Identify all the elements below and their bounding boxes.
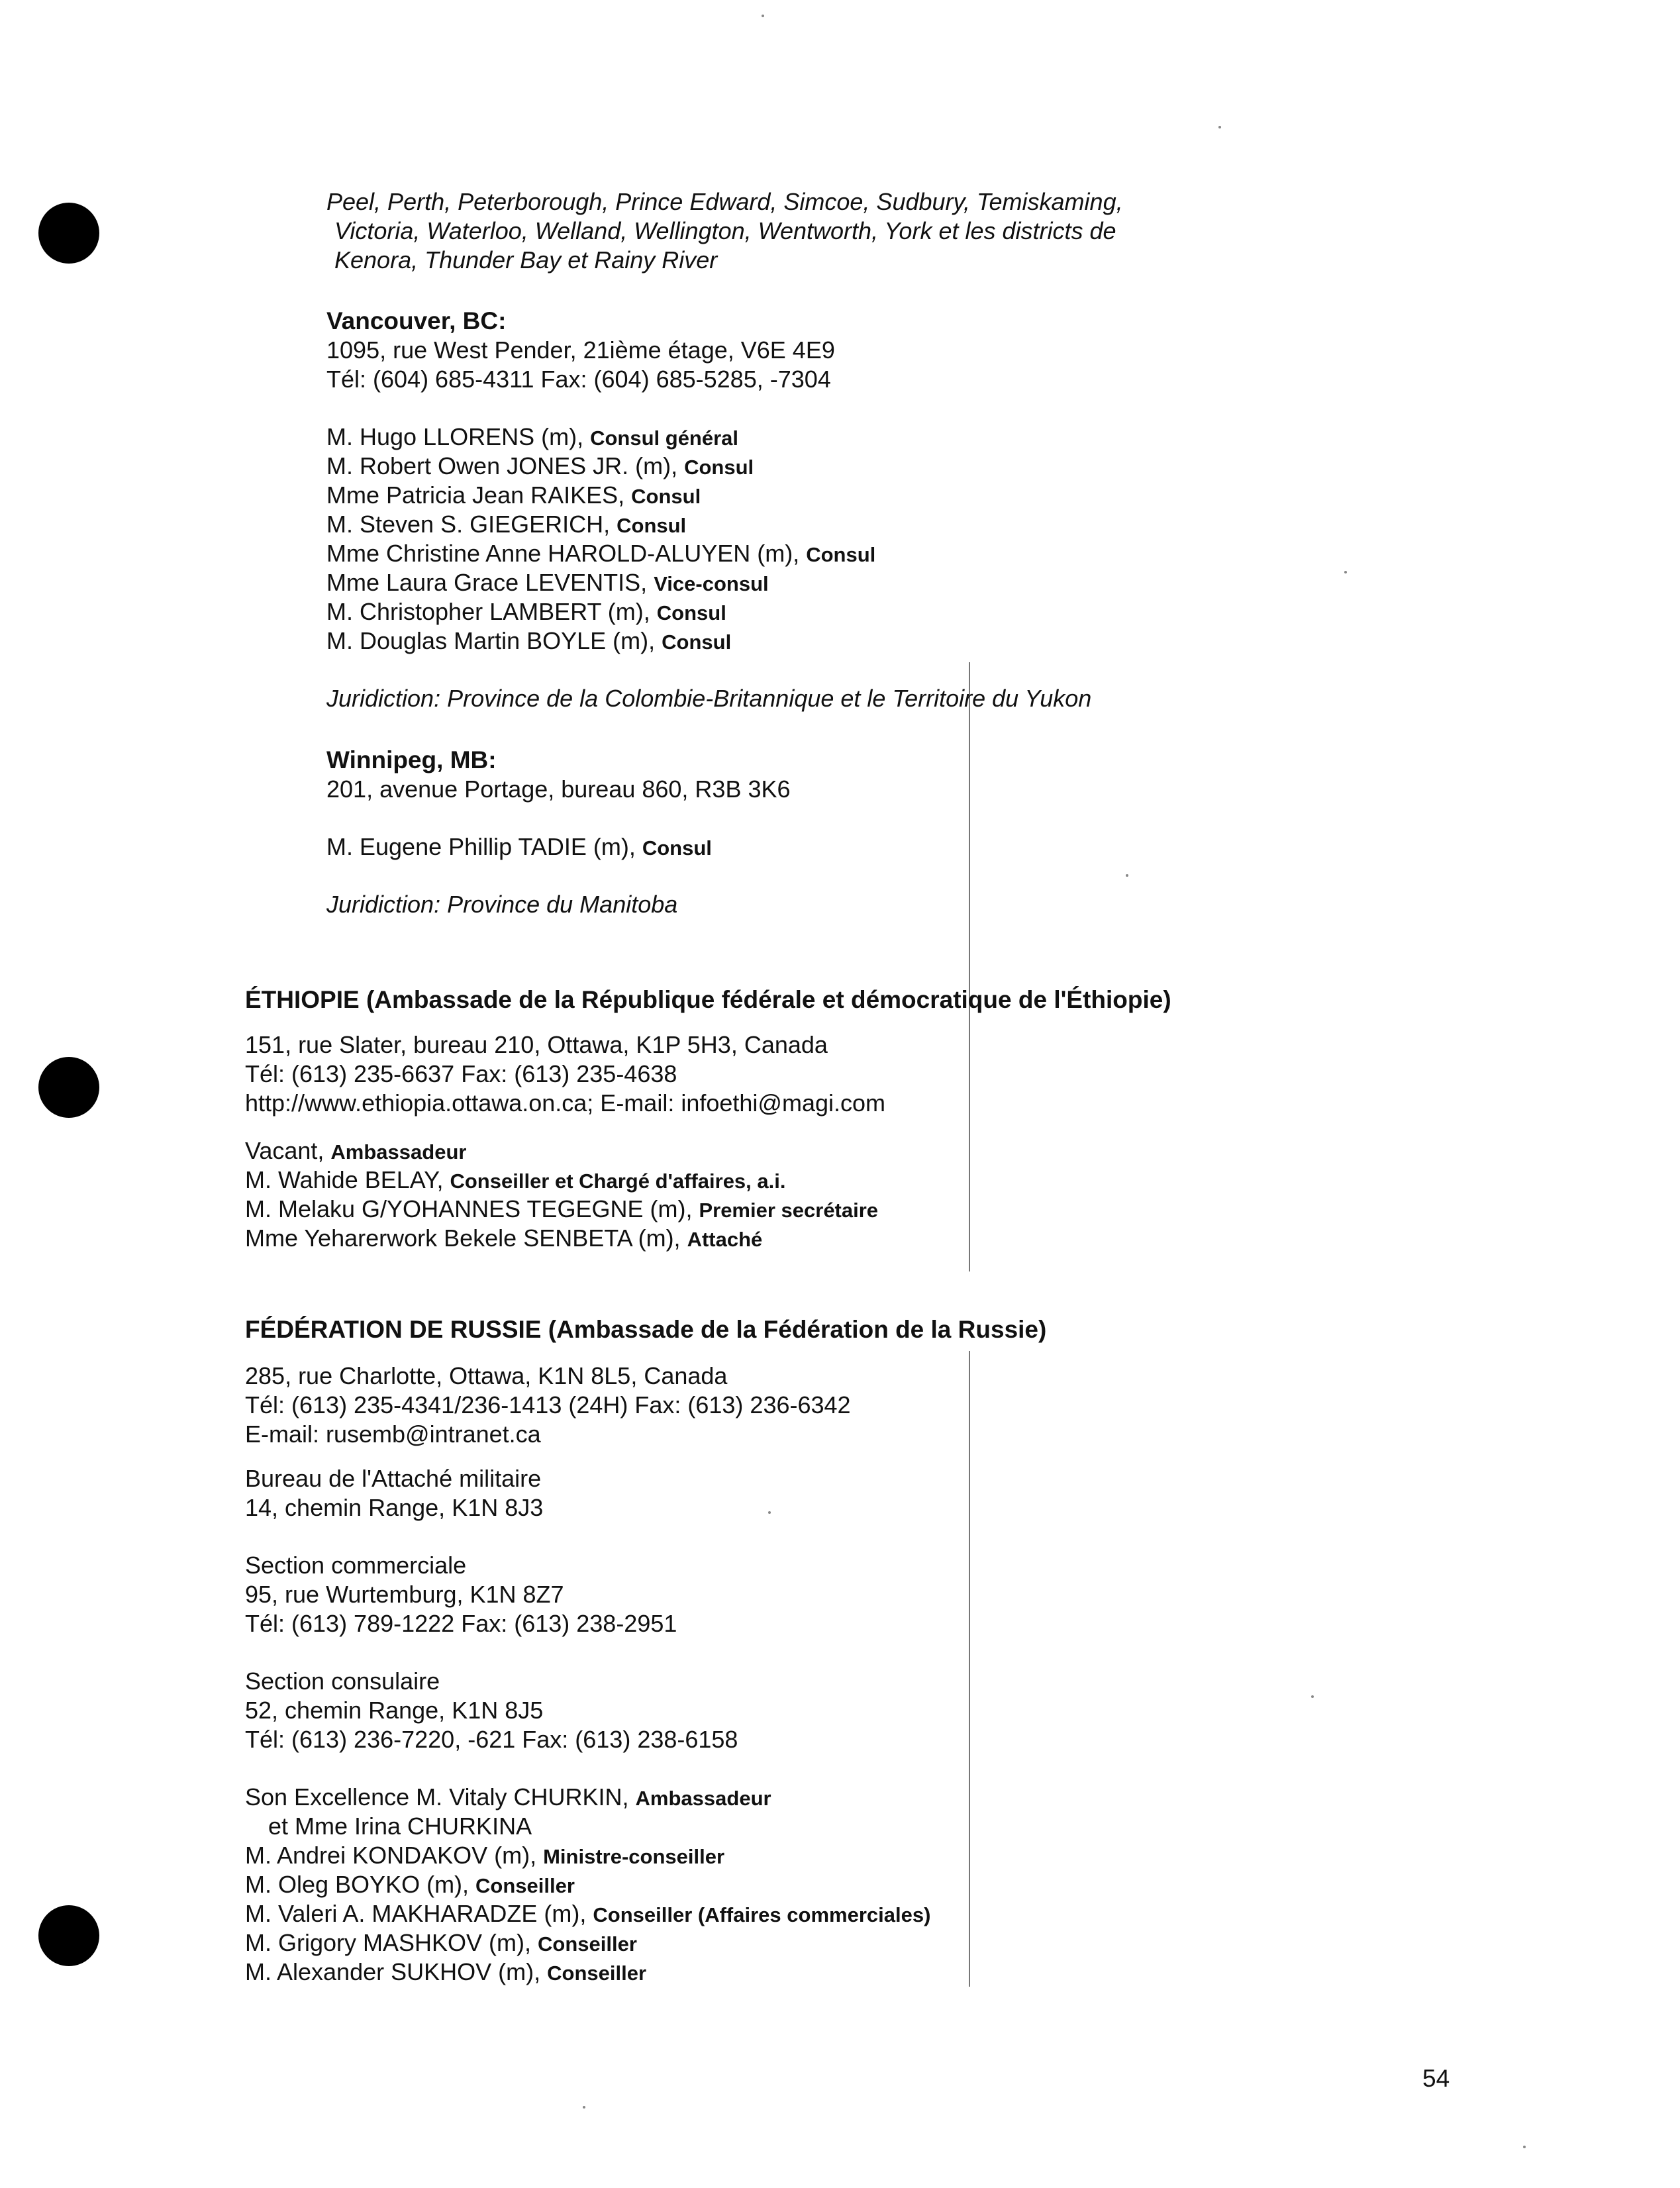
staff-line: [326, 599, 726, 626]
staff-name: M. Alexander SUKHOV (m),: [245, 1958, 548, 1985]
staff-name: Mme Yeharerwork Bekele SENBETA (m),: [245, 1224, 687, 1252]
scan-speck: [1218, 126, 1221, 128]
staff-title: Ambassadeur: [330, 1140, 467, 1164]
staff-name: M. Steven S. GIEGERICH,: [326, 511, 617, 538]
military-attache-title: Bureau de l'Attaché militaire: [245, 1465, 542, 1492]
staff-name: M. Hugo LLORENS (m),: [326, 423, 591, 450]
vancouver-address: 1095, rue West Pender, 21ième étage, V6E 4E9: [326, 336, 835, 364]
binder-hole-top: [38, 203, 99, 264]
staff-line: [245, 1167, 785, 1195]
staff-title: Consul: [617, 514, 687, 537]
change-bar-upper: [969, 662, 970, 1271]
staff-line: [326, 628, 731, 656]
scan-speck: [1523, 2146, 1526, 2148]
ethiopia-web: http://www.ethiopia.ottawa.on.ca; E-mail: infoethi@magi.com: [245, 1089, 885, 1117]
staff-name: Mme Patricia Jean RAIKES,: [326, 481, 632, 509]
staff-line: [326, 570, 769, 597]
staff-title: Conseiller: [547, 1962, 647, 1985]
ambassador-line: [245, 1784, 771, 1812]
staff-title: Conseiller (Affaires commerciales): [593, 1903, 931, 1926]
staff-line: [326, 453, 754, 481]
staff-line: [326, 540, 875, 568]
staff-line: [326, 511, 686, 539]
change-bar-lower: [969, 1351, 970, 1987]
staff-line: [326, 424, 738, 452]
ethiopia-address: 151, rue Slater, bureau 210, Ottawa, K1P 5H3, Canada: [245, 1031, 828, 1058]
ethiopia-phone: Tél: (613) 235-6637 Fax: (613) 235-4638: [245, 1060, 677, 1087]
staff-name: M. Valeri A. MAKHARADZE (m),: [245, 1900, 593, 1927]
staff-line: [245, 1959, 646, 1987]
staff-title: Vice-consul: [654, 572, 769, 595]
russia-email: E-mail: rusemb@intranet.ca: [245, 1420, 541, 1448]
consular-section-phone: Tél: (613) 236-7220, -621 Fax: (613) 238-6158: [245, 1726, 738, 1753]
staff-name: M. Melaku G/YOHANNES TEGEGNE (m),: [245, 1195, 699, 1222]
staff-name: M. Wahide BELAY,: [245, 1166, 450, 1193]
staff-name: M. Christopher LAMBERT (m),: [326, 598, 657, 625]
staff-line: [245, 1901, 930, 1928]
page-number: 54: [1422, 2065, 1450, 2092]
vancouver-jurisdiction: Juridiction: Province de la Colombie-Britannique et le Territoire du Yukon: [326, 685, 1092, 712]
scan-speck: [1344, 571, 1347, 573]
staff-line: [245, 1196, 878, 1224]
staff-title: Consul: [656, 601, 726, 624]
vancouver-heading: Vancouver, BC:: [326, 307, 507, 334]
staff-line: [326, 482, 701, 510]
staff-line: [245, 1871, 575, 1899]
scan-speck: [1126, 874, 1128, 877]
commercial-section-phone: Tél: (613) 789-1222 Fax: (613) 238-2951: [245, 1610, 677, 1637]
scan-speck: [768, 1511, 771, 1514]
binder-hole-middle: [38, 1057, 99, 1118]
staff-title: Consul: [662, 630, 732, 654]
scan-speck: [1311, 1695, 1314, 1698]
staff-title: Consul: [684, 456, 754, 479]
staff-title: Consul: [631, 485, 701, 508]
staff-name: M. Robert Owen JONES JR. (m),: [326, 452, 685, 479]
staff-name: Son Excellence M. Vitaly CHURKIN,: [245, 1783, 636, 1811]
staff-title: Attaché: [687, 1228, 763, 1251]
staff-title: Ambassadeur: [635, 1787, 771, 1810]
staff-line: [245, 1930, 637, 1958]
scan-speck: [762, 15, 764, 17]
consular-section-title: Section consulaire: [245, 1667, 440, 1695]
ethiopia-heading: ÉTHIOPIE (Ambassade de la République fédérale et démocratique de l'Éthiopie): [245, 986, 1171, 1013]
russia-heading: FÉDÉRATION DE RUSSIE (Ambassade de la Fédération de la Russie): [245, 1316, 1047, 1343]
staff-line: [245, 1842, 724, 1870]
russia-phone: Tél: (613) 235-4341/236-1413 (24H) Fax: (613) 236-6342: [245, 1391, 851, 1418]
staff-line: [245, 1138, 466, 1166]
ontario-jurisdiction-line: Peel, Perth, Peterborough, Prince Edward, Simcoe, Sudbury, Temiskaming,: [326, 188, 1123, 215]
staff-title: Premier secrétaire: [699, 1199, 879, 1222]
staff-title: Ministre-conseiller: [543, 1845, 725, 1868]
staff-name: M. Douglas Martin BOYLE (m),: [326, 627, 662, 654]
military-attache-address: 14, chemin Range, K1N 8J3: [245, 1494, 544, 1521]
winnipeg-heading: Winnipeg, MB:: [326, 746, 497, 773]
russia-address: 285, rue Charlotte, Ottawa, K1N 8L5, Canada: [245, 1362, 728, 1389]
scan-speck: [583, 2106, 585, 2109]
vancouver-phone: Tél: (604) 685-4311 Fax: (604) 685-5285, -7304: [326, 366, 831, 393]
staff-line: [245, 1225, 762, 1253]
consular-section-address: 52, chemin Range, K1N 8J5: [245, 1697, 544, 1724]
staff-title: Conseiller: [475, 1874, 575, 1897]
staff-title: Conseiller et Chargé d'affaires, a.i.: [450, 1169, 786, 1193]
winnipeg-address: 201, avenue Portage, bureau 860, R3B 3K6: [326, 775, 791, 803]
staff-name: Mme Laura Grace LEVENTIS,: [326, 569, 654, 596]
commercial-section-address: 95, rue Wurtemburg, K1N 8Z7: [245, 1581, 564, 1608]
staff-title: Conseiller: [538, 1932, 637, 1956]
staff-name: M. Grigory MASHKOV (m),: [245, 1929, 538, 1956]
staff-title: Consul: [806, 543, 876, 566]
ontario-jurisdiction-line: Kenora, Thunder Bay et Rainy River: [334, 246, 718, 274]
binder-hole-bottom: [38, 1905, 99, 1966]
staff-title: Consul: [642, 836, 712, 860]
staff-title: Consul général: [590, 426, 739, 450]
commercial-section-title: Section commerciale: [245, 1552, 467, 1579]
ambassador-spouse: et Mme Irina CHURKINA: [268, 1813, 532, 1840]
staff-name: M. Eugene Phillip TADIE (m),: [326, 833, 642, 860]
staff-line: [326, 834, 712, 862]
staff-name: M. Andrei KONDAKOV (m),: [245, 1842, 544, 1869]
staff-name: Vacant,: [245, 1137, 331, 1164]
winnipeg-jurisdiction: Juridiction: Province du Manitoba: [326, 891, 678, 918]
staff-name: M. Oleg BOYKO (m),: [245, 1871, 476, 1898]
ontario-jurisdiction-line: Victoria, Waterloo, Welland, Wellington, Wentworth, York et les districts de: [334, 217, 1116, 244]
staff-name: Mme Christine Anne HAROLD-ALUYEN (m),: [326, 540, 807, 567]
